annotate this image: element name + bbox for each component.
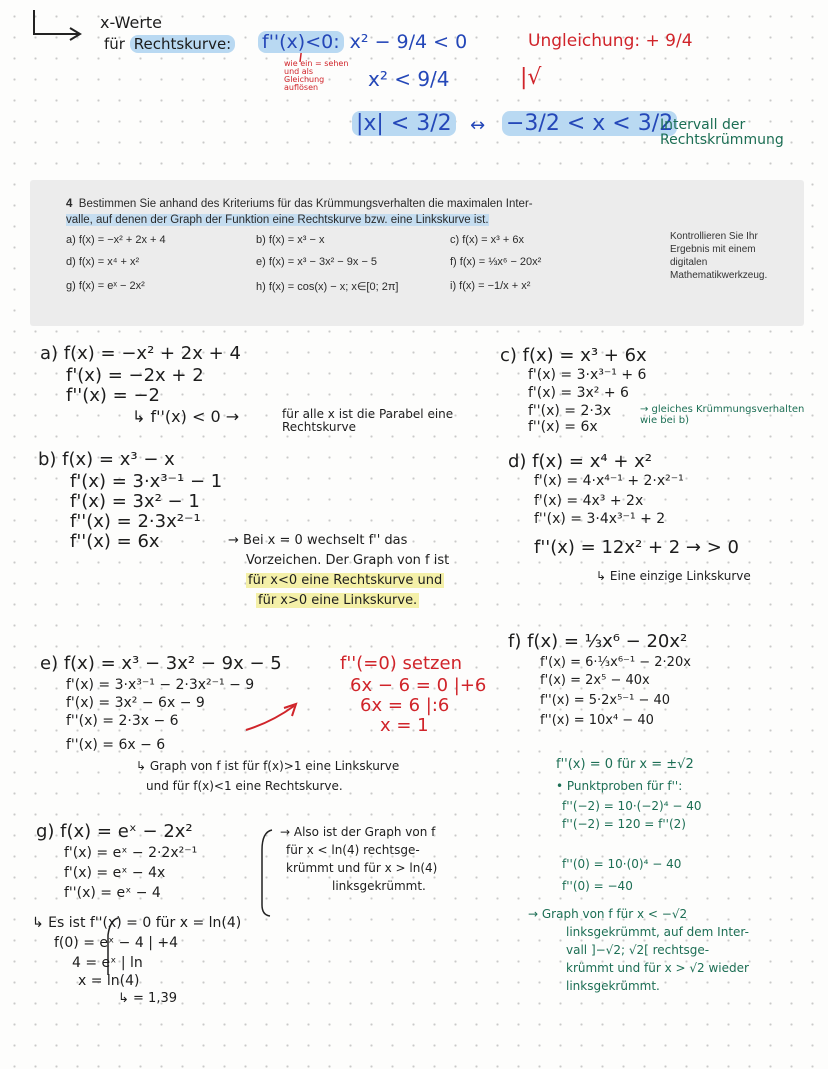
sol-e-line4: f''(x) = 2·3x − 6 xyxy=(66,713,179,729)
header-cond-hl: f''(x)<0: xyxy=(258,31,344,53)
header-eq3 xyxy=(352,112,456,136)
sol-g-b5: ↳ = 1,39 xyxy=(118,991,177,1006)
sol-e-line5: f''(x) = 6x − 6 xyxy=(66,737,166,753)
sol-b-line2: f'(x) = 3·x³⁻¹ − 1 xyxy=(70,471,223,492)
sol-g-line3: f'(x) = eˣ − 4x xyxy=(64,865,166,881)
sol-c-line3: f'(x) = 3x² + 6 xyxy=(528,385,629,401)
sol-b-line4: f''(x) = 2·3x²⁻¹ xyxy=(70,511,201,532)
task-f: f) f(x) = ⅓x⁶ − 20x² xyxy=(450,256,542,268)
task-side-note: Kontrollieren Sie Ihr Ergebnis mit einem digitalen Mathematikwerkzeug. xyxy=(670,231,768,281)
sol-d-line4: f''(x) = 3·4x³⁻¹ + 2 xyxy=(534,511,666,527)
sol-d-line6: ↳ Eine einzige Linkskurve xyxy=(596,569,751,583)
sol-g-note4: linksgekrümmt. xyxy=(332,879,426,893)
sol-f-line3: f'(x) = 2x⁵ − 40x xyxy=(540,673,650,688)
sol-e-line3: f'(x) = 3x² − 6x − 9 xyxy=(66,695,205,711)
task-h: h) f(x) = cos(x) − x; x∈[0; 2π] xyxy=(256,281,399,293)
task-number: 4 xyxy=(66,198,73,210)
sol-a-line3: f''(x) = −2 xyxy=(66,385,160,406)
task-c: c) f(x) = x³ + 6x xyxy=(450,234,524,246)
sol-f-g10: krümmt und für x > √2 wieder xyxy=(566,961,749,975)
task-e: e) f(x) = x³ − 3x² − 9x − 5 xyxy=(256,256,378,268)
task-photo xyxy=(30,180,804,326)
sol-f-g7: → Graph von f für x < −√2 xyxy=(528,907,688,921)
header-eq4 xyxy=(502,112,677,136)
header-eq2: x² < 9/4 xyxy=(368,67,450,91)
header-cond xyxy=(258,32,467,53)
sol-e-red2: 6x − 6 = 0 |+6 xyxy=(350,675,487,696)
sol-d-line5: f''(x) = 12x² + 2 → > 0 xyxy=(534,537,739,558)
sol-f-g1: f''(x) = 0 für x = ±√2 xyxy=(556,757,694,772)
sol-g-note2: für x < ln(4) rechtsge- xyxy=(286,843,420,857)
sol-g-line1: g) f(x) = eˣ − 2x² xyxy=(36,821,193,842)
task-text1: Bestimmen Sie anhand des Kriteriums für das Krümmungsverhalten die maximalen Inter- xyxy=(78,198,533,210)
sol-b-note1: → Bei x = 0 wechselt f'' das xyxy=(228,533,408,548)
header-small-note: wie ein = sehen und als Gleichung auflösen xyxy=(284,59,349,92)
sol-f-g2: • Punktproben für f'': xyxy=(556,779,683,793)
sol-c-line2: f'(x) = 3·x³⁻¹ + 6 xyxy=(528,367,647,383)
sol-f-g9: vall ]−√2; √2[ rechtsge- xyxy=(566,943,710,957)
sol-g-note1: → Also ist der Graph von f xyxy=(280,825,436,839)
header-arrow: ↔ xyxy=(470,115,486,136)
task-text2: valle, auf denen der Graph der Funktion eine Rechtskurve bzw. eine Linkskurve ist. xyxy=(66,214,489,226)
header-eq1: x² − 9/4 < 0 xyxy=(349,31,468,53)
sol-f-g8: linksgekrümmt, auf dem Inter- xyxy=(566,925,749,939)
sol-a-line1: a) f(x) = −x² + 2x + 4 xyxy=(40,343,241,364)
sol-g-line2: f'(x) = eˣ − 2·2x²⁻¹ xyxy=(64,845,198,861)
header-rechtskurve: Rechtskurve: xyxy=(130,35,236,53)
sol-b-line1: b) f(x) = x³ − x xyxy=(38,449,175,470)
sol-a-line2: f'(x) = −2x + 2 xyxy=(66,365,204,386)
sol-f-g11: linksgekrümmt. xyxy=(566,979,660,993)
header-ungleichung: Ungleichung: + 9/4 xyxy=(528,31,693,51)
sol-c-line1: c) f(x) = x³ + 6x xyxy=(500,345,647,366)
sol-e-red3: 6x = 6 |:6 xyxy=(360,695,450,716)
sol-e-note1: ↳ Graph von f ist für f(x)>1 eine Linkskurve xyxy=(136,759,400,773)
sol-c-note: → gleiches Krümmungsverhalten wie bei b) xyxy=(640,404,805,426)
task-g: g) f(x) = eˣ − 2x² xyxy=(66,280,145,292)
sol-g-b2: f(0) = eˣ − 4 | +4 xyxy=(54,935,179,951)
sol-b-note3-hl: für x<0 eine Rechtskurve und xyxy=(248,573,443,588)
sol-f-line4: f''(x) = 5·2x⁵⁻¹ − 40 xyxy=(540,693,671,708)
task-i: i) f(x) = −1/x + x² xyxy=(450,280,531,292)
sol-d-line1: d) f(x) = x⁴ + x² xyxy=(508,451,652,472)
task-b: b) f(x) = x³ − x xyxy=(256,234,325,246)
header-eq4-hl: −3/2 < x < 3/2 xyxy=(502,111,677,136)
sol-b-note2: Vorzeichen. Der Graph von f ist xyxy=(246,553,450,568)
sol-d-line3: f'(x) = 4x³ + 2x xyxy=(534,493,644,509)
sol-f-g4: f''(−2) = 120 = f''(2) xyxy=(562,817,686,831)
sol-f-g5: f''(0) = 10·(0)⁴ − 40 xyxy=(562,857,682,871)
sol-f-line1: f) f(x) = ⅓x⁶ − 20x² xyxy=(508,631,688,652)
sol-g-line4: f''(x) = eˣ − 4 xyxy=(64,885,161,901)
sol-g-b1: ↳ Es ist f''(x) = 0 für x = ln(4) xyxy=(32,915,242,931)
sol-a-note: für alle x ist die Parabel eine Rechtskurve xyxy=(282,407,454,435)
task-d: d) f(x) = x⁴ + x² xyxy=(66,256,140,268)
sol-g-note3: krümmt und für x > ln(4) xyxy=(286,861,438,875)
sol-b-note4-hl: für x>0 eine Linkskurve. xyxy=(258,593,418,608)
sol-a-line4: ↳ f''(x) < 0 → xyxy=(132,407,240,426)
sol-b-note3 xyxy=(246,574,444,588)
task-a: a) f(x) = −x² + 2x + 4 xyxy=(66,234,166,246)
sol-e-note2: und für f(x)<1 eine Rechtskurve. xyxy=(146,779,343,793)
sol-b-line3: f'(x) = 3x² − 1 xyxy=(70,491,200,512)
header-fuer: für xyxy=(104,35,125,53)
sol-e-red1: f''(=0) setzen xyxy=(340,653,462,674)
sol-b-line5: f''(x) = 6x xyxy=(70,531,160,552)
sol-b-note4 xyxy=(256,594,419,608)
task-line2 xyxy=(66,214,489,226)
header-xwerte: x-Werte xyxy=(100,13,163,32)
sol-d-line2: f'(x) = 4·x⁴⁻¹ + 2·x²⁻¹ xyxy=(534,473,684,489)
sol-e-red4: x = 1 xyxy=(380,715,429,736)
task-line1 xyxy=(66,198,533,210)
sol-e-line1: e) f(x) = x³ − 3x² − 9x − 5 xyxy=(40,653,282,674)
header-eq3-hl: |x| < 3/2 xyxy=(352,111,456,136)
sol-g-b4: x = ln(4) xyxy=(78,973,140,989)
sol-f-line2: f'(x) = 6·⅓x⁶⁻¹ − 2·20x xyxy=(540,655,691,670)
sol-f-g6: f''(0) = −40 xyxy=(562,879,633,893)
header-interval-note: Intervall der Rechtskrümmung xyxy=(660,117,784,149)
sol-g-b3: 4 = eˣ | ln xyxy=(72,955,143,971)
sol-e-line2: f'(x) = 3·x³⁻¹ − 2·3x²⁻¹ − 9 xyxy=(66,677,255,693)
header-root: |√ xyxy=(520,65,542,90)
sol-f-g3: f''(−2) = 10·(−2)⁴ − 40 xyxy=(562,799,702,813)
sol-c-line5: f''(x) = 6x xyxy=(528,419,598,435)
sol-f-line5: f''(x) = 10x⁴ − 40 xyxy=(540,713,654,728)
sol-c-line4: f''(x) = 2·3x xyxy=(528,403,612,419)
header-line2 xyxy=(104,36,235,53)
